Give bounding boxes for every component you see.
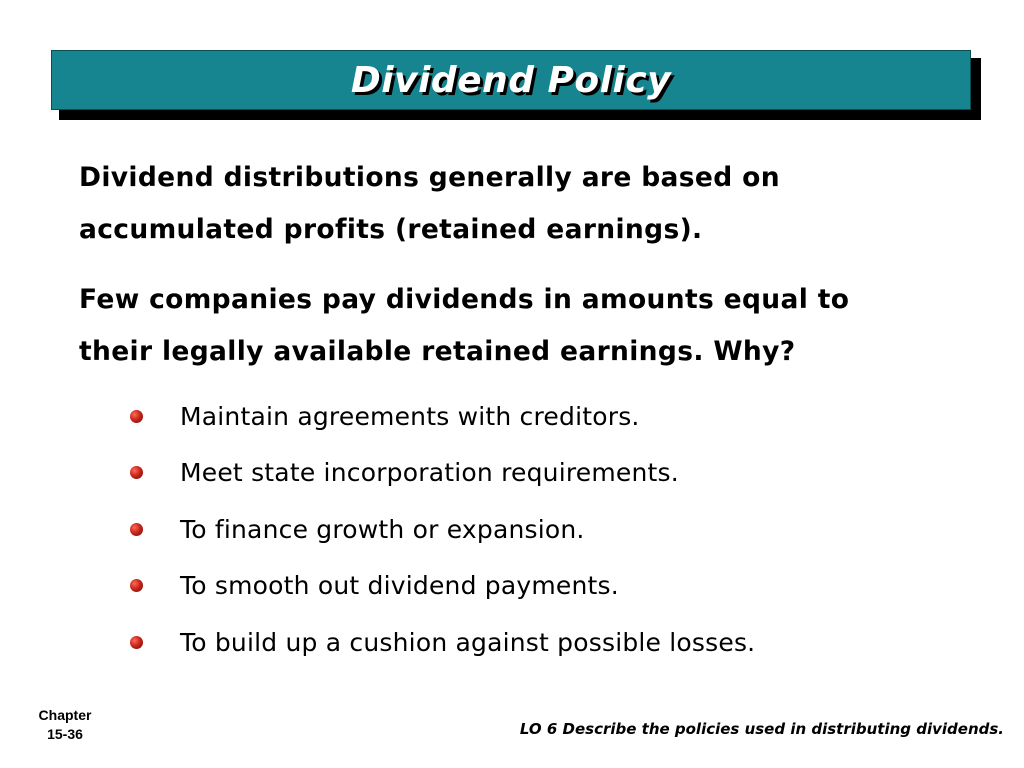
slide-title: Dividend Policy [350, 59, 672, 101]
chapter-page-label [30, 706, 100, 744]
bullet-text: To finance growth or expansion. [180, 514, 585, 544]
paragraph-line: Dividend distributions generally are based on [79, 162, 780, 193]
reasons-bullet-list [130, 388, 950, 671]
chapter-label: Chapter [38, 707, 92, 723]
bullet-dot-icon [130, 579, 143, 592]
bullet-item [130, 445, 950, 502]
bullet-text: Meet state incorporation requirements. [180, 458, 679, 488]
paragraph-line: accumulated profits (retained earnings). [79, 214, 703, 245]
bullet-item [130, 558, 950, 615]
bullet-item [130, 614, 950, 671]
bullet-dot-icon [130, 523, 143, 536]
page-number: 15-36 [47, 726, 83, 742]
paragraph-dividend-basis [79, 152, 929, 256]
bullet-dot-icon [130, 636, 143, 649]
paragraph-line: Few companies pay dividends in amounts equal to [79, 284, 850, 315]
bullet-text: To build up a cushion against possible losses. [180, 627, 756, 657]
title-bar [51, 50, 971, 110]
learning-objective-footer: LO 6 Describe the policies used in distributing dividends. [519, 720, 1004, 738]
bullet-item [130, 501, 950, 558]
paragraph-line: their legally available retained earnings. Why? [79, 336, 796, 367]
paragraph-why-question [79, 274, 929, 378]
bullet-dot-icon [130, 410, 143, 423]
bullet-text: Maintain agreements with creditors. [180, 401, 640, 431]
bullet-text: To smooth out dividend payments. [180, 571, 619, 601]
bullet-item [130, 388, 950, 445]
bullet-dot-icon [130, 466, 143, 479]
